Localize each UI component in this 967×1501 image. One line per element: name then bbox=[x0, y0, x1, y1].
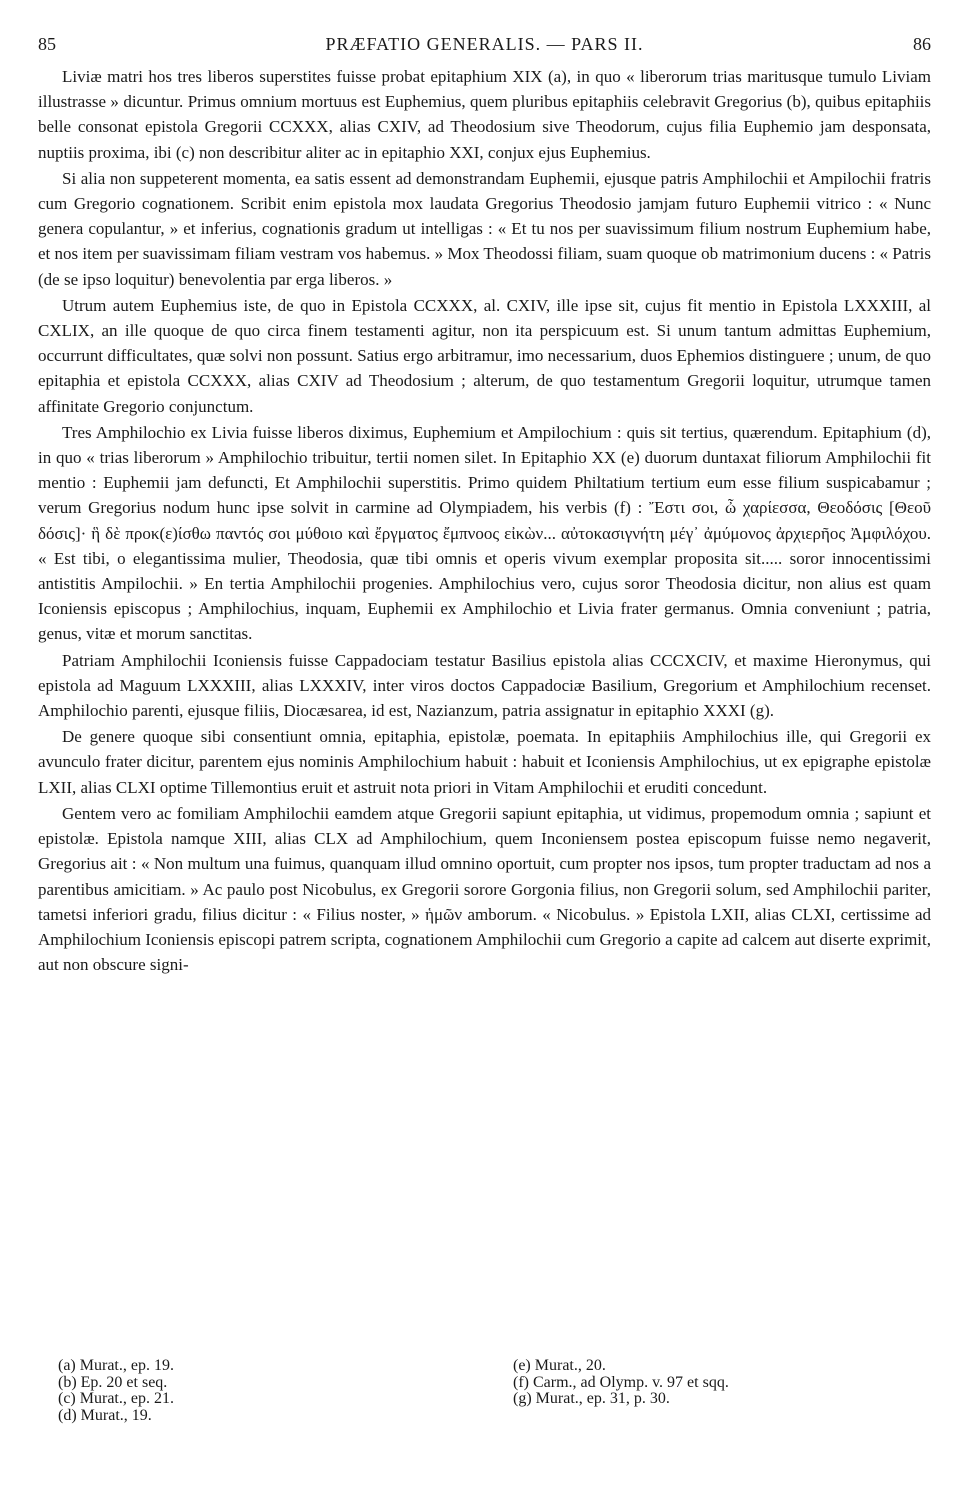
footnote: (a) Murat., ep. 19. bbox=[58, 1357, 174, 1374]
main-text bbox=[38, 64, 931, 978]
running-header bbox=[38, 34, 931, 58]
paragraph: De genere quoque sibi consentiunt omnia, epitaphia, epistolæ, poemata. In epitaphiis Amphilochius ille, qui Gregorii ex avunculo frater dicitur, parentem ejus nominis Amphilochium habuit : habuit et Iconiensis Amphilochius, ut ex epigraphe epistolæ LXII, alias CLXI optime Tillemontius eruit et astruit nota priori in Vitam Amphilochii et eruditi concedunt. bbox=[38, 727, 931, 797]
running-title: PRÆFATIO GENERALIS. — PARS II. bbox=[325, 34, 644, 54]
page-number-right: 86 bbox=[913, 34, 931, 54]
footnotes-right-column bbox=[513, 1358, 933, 1408]
paragraph: Patriam Amphilochii Iconiensis fuisse Cappadociam testatur Basilius epistola alias CCCXCIV, et maxime Hieronymus, qui epistola ad Maguum LXXXIII, alias LXXXIV, inter viros doctos Cappadociæ Basilium, Gregorium et Amphilochium recenset. Amphilochio parenti, ejusque filiis, Diocæsarea, id est, Nazianzum, patria assignatur in epitaphio XXXI (g). bbox=[38, 650, 931, 721]
paragraph: Si alia non suppeterent momenta, ea satis essent ad demonstrandam Euphemii, ejusque patris Amphilochii et Ampilochii fratris cum Gregorio cognationem. Scribit enim epistola mox laudata Gregorius Theodosio jamjam futuro Euphemii vitrico : « Nunc genera copulantur, » et inferius, cognationis gradum ut intelligas : « Et tu nos per suavissimum filium nostrum Euphemium habe, et nos item per suavissimam filiam vestram vos habemus. » Mox Theodossi filiam, suam quoque ob matrimonium ducens : « Patris (de se ipso loquitur) benevolentia par erga liberos. » bbox=[38, 168, 932, 289]
paragraph: Utrum autem Euphemius iste, de quo in Epistola CCXXX, al. CXIV, ille ipse sit, cujus fit mentio in Epistola LXXXIII, al CXLIX, an ille quoque de quo circa finem testamenti agitur, non ita perspicuum est. Si unum tantum admittas Euphemium, occurrunt difficultates, quæ solvi non possunt. Satius ergo arbitramur, imo necessarium, duos Ephemios distinguere ; unum, de quo epitaphia et epistola CCXXX, alias CXIV ad Theodosium ; alterum, de quo testamentum Gregorii loquitur, utrumque tamen affinitate Gregorio conjunctum. bbox=[38, 295, 931, 416]
footnote: (f) Carm., ad Olymp. v. 97 et sqq. bbox=[513, 1373, 729, 1391]
footnote: (e) Murat., 20. bbox=[513, 1357, 606, 1374]
footnotes-left-column bbox=[58, 1358, 478, 1424]
paragraph: Tres Amphilochio ex Livia fuisse liberos diximus, Euphemium et Ampilochium : quis sit tertius, quærendum. Epitaphium (d), in quo « trias liberorum » Amphilochio tribuitur, tertii nomen silet. In Epitaphio XX (e) duorum duntaxat filiorum Amphilochii fit mentio : Euphemii jam defuncti, Et Amphilochii superstitis. Primo quidem Philtatium tertium eum esse filium suspicabamur ; verum Gregorius nodum hunc ipse solvit in carmine ad Olympiadem, his verbis (f) : Ἔστι σοι, ὦ χαρίεσσα, Θεοδόσις [Θεοῦ δόσις]· ἣ δὲ προκ(ε)ίσθω παντός σοι μύθοιο καὶ ἔργματος ἔμπνοος εἰκὼν... αὐτοκασιγνήτη μέγ᾽ ἀμύμονος ἀρχιερῆος Ἀμφιλόχου. « Est tibi, o elegantissima mulier, Theodosia, quæ tibi omnis et operis vivum exemplar proposita sit..... soror innocentissimi antistitis Ampilochii. » En tertia Amphilochii progenies. Amphilochius vero, cujus soror Theodosia dicitur, non alius est quam Iconiensis episcopus ; Amphilochius, inquam, Euphemii ex Amphilochio et Livia frater germanus. Omnia conveniunt ; patria, genus, vitæ et morum sanctitas. bbox=[38, 422, 931, 644]
paragraph: Liviæ matri hos tres liberos superstites fuisse probat epitaphium XIX (a), in quo « liberorum trias maritusque tumulo Liviam illustrasse » dicuntur. Primus omnium mortuus est Euphemius, quem pluribus epitaphiis celebravit Gregorius (b), quibus epitaphiis belle consonat epistola Gregorii CCXXX, alias CXIV, ad Theodosium sive Theodorum, cujus filia Euphemio jam desponsata, nuptiis proxima, ibi (c) non describitur aliter ac in epitaphio XXI, conjux ejus Euphemius. bbox=[38, 67, 931, 162]
footnote: (g) Murat., ep. 31, p. 30. bbox=[513, 1390, 670, 1407]
footnote: (d) Murat., 19. bbox=[58, 1406, 152, 1424]
footnote: (b) Ep. 20 et seq. bbox=[58, 1373, 168, 1391]
paragraph: Gentem vero ac fomiliam Amphilochii eamdem atque Gregorii sapiunt epitaphia, ut vidimus, propemodum omnia ; sapiunt et epistolæ. Epistola namque XIII, alias CLX ad Amphilochium, quem Inconiensem postea episcopum fuisse nemo negaverit, Gregorius ait : « Non multum una fuimus, quanquam illud omnino oportuit, cum propter nos ipsos, tum propter traductam ad nos a parentibus amicitiam. » Ac paulo post Nicobulus, ex Gregorii sorore Gorgonia filius, non Gregorii solum, sed Amphilochii pariter, tametsi inferiori gradu, filius dicitur : « Filius noster, » ἡμῶν amborum. « Nicobulus. » Epistola LXII, alias CLXI, certissime ad Amphilochium Iconiensis episcopi patrem scripta, cognationem Amphilochii cum Gregorio a capite ad calcem aut diserte exprimit, aut non obscure signi- bbox=[38, 803, 931, 975]
page-number-left: 85 bbox=[38, 34, 56, 54]
footnote: (c) Murat., ep. 21. bbox=[58, 1390, 174, 1407]
